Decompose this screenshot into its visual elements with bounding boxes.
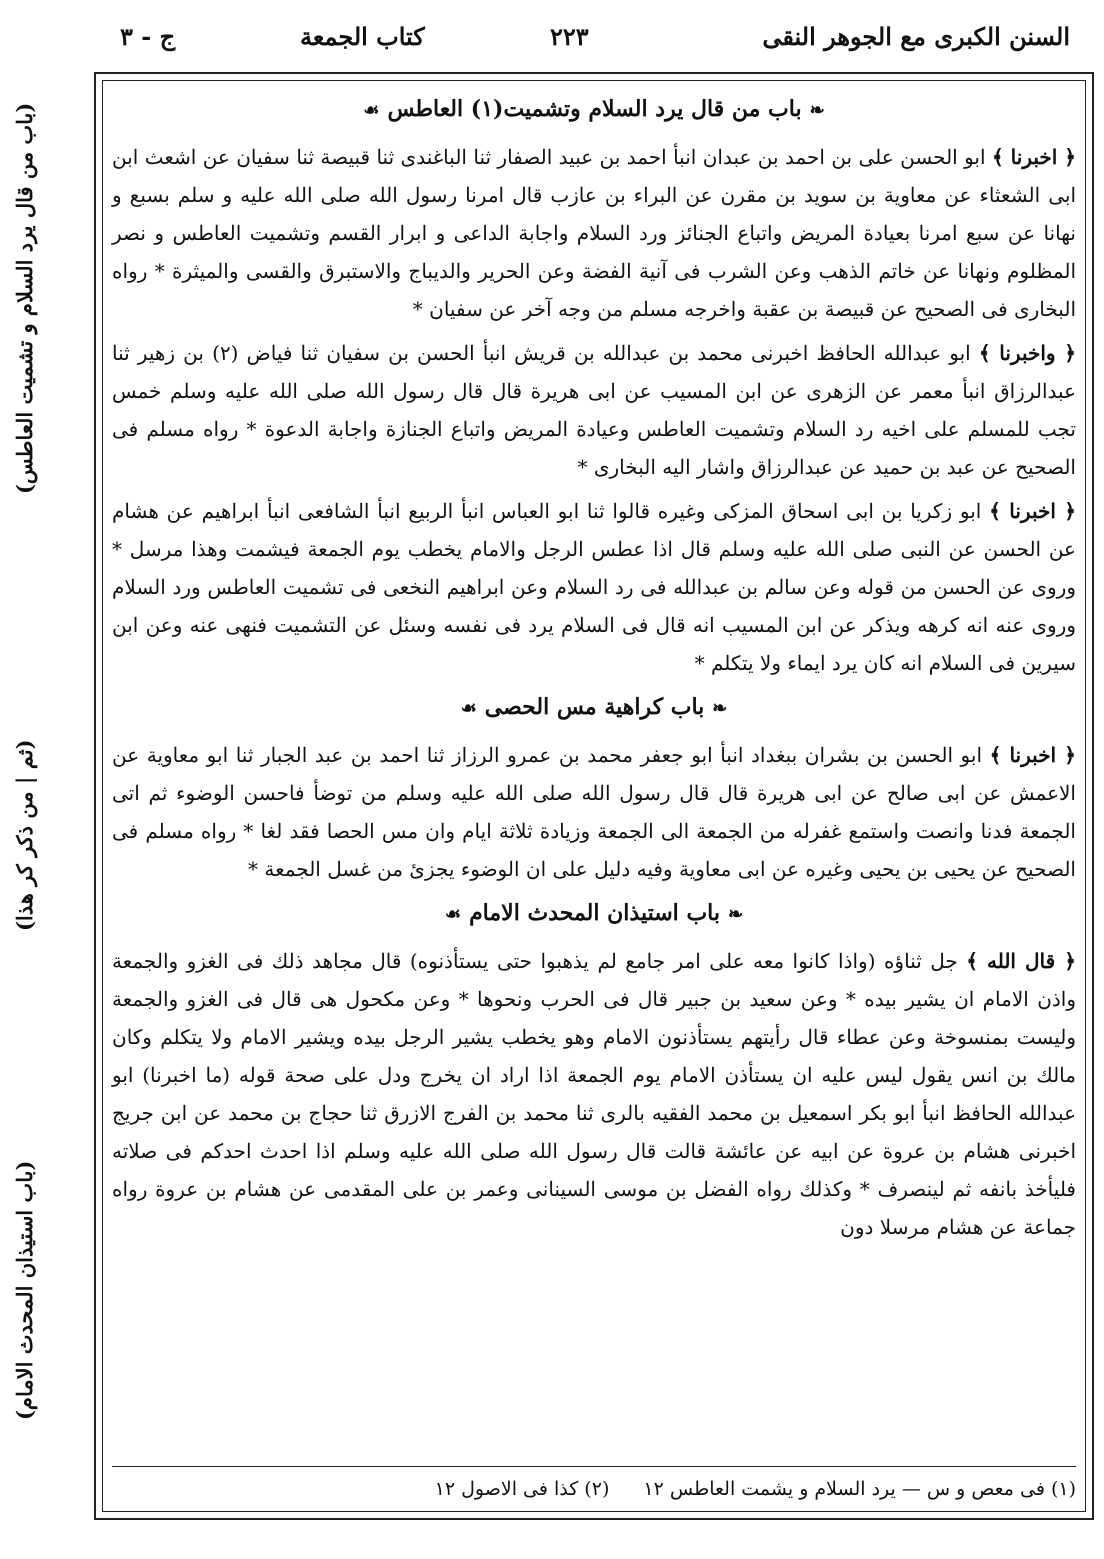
paragraph [112,736,1076,888]
section-title [112,688,1076,728]
paragraph-text: جل ثناؤه (واذا كانوا معه على امر جامع لم يذهبوا حتى يستأذنوه) قال مجاهد ذلك فى الغزو والجمعة واذن الامام ان يشير بيده * وعن سعيد بن جبير قال فى الحرب ونحوها * وعن مكحول هى قال فى الغزو والجمعة وليست بمنسوخة وعن عطاء قال رأيتهم يستأذنون الامام وهو يخطب يشير الرجل بيده ويشير الامام ولا يتكلم وكان مالك بن انس يقول ليس عليه ان يستأذن الامام يوم الجمعة اذا اراد ان يخرج ودل على صحة قوله (ما اخبرنا) ابو عبدالله الحافظ انبأ ابو بكر اسمعيل بن محمد الفقيه بالرى ثنا محمد بن الفرج الازرق ثنا حجاج بن محمد عن ابن جريج اخبرنى هشام بن عروة عن ابيه عن عائشة قالت قال رسول الله صلى الله عليه وسلم اذا احدث احدكم فى صلاته فليأخذ بانفه ثم لينصرف * وكذلك رواه الفضل بن موسى السينانى وعمر بن على المقدمى عن هشام بن عروة رواه جماعة عن هشام مرسلا دون [112,949,1076,1239]
paragraph-lead: ﴿ اخبرنا ﴾ [989,743,1076,767]
side-note: (باب من قال يرد السلام و تشميت العاطس) [12,102,37,494]
section-title-text: باب كراهية مس الحصى [484,694,705,720]
paragraph-text: ابو زكريا بن ابى اسحاق المزكى وغيره قالوا ثنا ابو العباس انبأ الربيع انبأ الشافعى انبأ ابراهيم عن هشام عن الحسن عن النبى صلى الله عليه وسلم قال اذا عطس الرجل والامام يخطب يوم الجمعة فيشمت وهذا مرسل * وروى عن الحسن من قوله وعن سالم بن عبدالله فى رد السلام وعن ابراهيم النخعى فى تشميت العاطس ورد السلام وروى عنه انه كرهه ويذكر عن ابن المسيب انه قال فى السلام يرد فى نفسه وسئل عن التشميت فنهى عنه وعن ابن سيرين فى السلام انه كان يرد ايماء ولا يتكلم * [112,499,1076,675]
section-title-text: باب استيذان المحدث الامام [469,900,720,926]
ornament-icon: ❧ [727,904,744,925]
page-number: ٢٢٣ [550,22,589,51]
paragraph-lead: ﴿ قال الله ﴾ [966,949,1076,973]
footnote-divider [112,1466,1076,1467]
ornament-icon: ❧ [809,100,825,121]
ornament-icon: ❧ [712,698,728,719]
page-header [120,14,1070,70]
footnotes [112,1474,1076,1504]
paragraph [112,942,1076,1246]
footnote: (١) فى معص و س — يرد السلام و يشمت العاطس ١٢ [643,1478,1076,1500]
section-title [112,90,1076,130]
book-title: السنن الكبرى مع الجوهر النقى [762,22,1070,51]
ornament-icon: ☙ [444,904,462,925]
main-text [112,86,1076,1446]
paragraph-lead: ﴿ اخبرنا ﴾ [991,145,1077,169]
side-note: (ثم | من ذكر كر هذا) [12,739,37,931]
section-title [112,894,1076,934]
paragraph [112,138,1076,328]
side-note: (باب استيذان المحدث الامام) [12,1160,37,1420]
ornament-icon: ☙ [363,100,380,121]
volume-number: ج - ٣ [120,22,176,51]
chapter-title-header: كتاب الجمعة [300,22,425,51]
paragraph-text: ابو الحسن على بن احمد بن عبدان انبأ احمد بن عبيد الصفار ثنا الباغندى ثنا قبيصة ثنا سفيان عن اشعث ابن ابى الشعثاء عن معاوية بن سويد بن مقرن عن البراء بن عازب قال امرنا رسول الله صلى الله عليه و سلم بسبع و نهانا عن سبع امرنا بعيادة المريض واتباع الجنائز ورد السلام واجابة الداعى و ابرار القسم وتشميت العاطس و نصر المظلوم ونهانا عن خاتم الذهب وعن الشرب فى آنية الفضة وعن الحرير والديباج والاستبرق والقسى والميثرة * رواه البخارى فى الصحيح عن قبيصة بن عقبة واخرجه مسلم من وجه آخر عن سفيان * [112,145,1076,321]
ornament-icon: ☙ [460,698,477,719]
paragraph [112,492,1076,682]
paragraph-lead: ﴿ واخبرنا ﴾ [978,341,1076,365]
paragraph [112,334,1076,486]
paragraph-text: ابو الحسن بن بشران ببغداد انبأ ابو جعفر محمد بن عمرو الرزاز ثنا احمد بن عبد الجبار ثنا ابو معاوية عن الاعمش عن ابى صالح عن ابى هريرة قال قال رسول الله صلى الله عليه وسلم من توضأ فاحسن الوضوء ثم اتى الجمعة فدنا وانصت واستمع غفرله من الجمعة الى الجمعة وزيادة ثلاثة ايام وان مس الحصا فقد لغا * رواه مسلم فى الصحيح عن يحيى بن يحيى وغيره عن ابى معاوية وفيه دليل على ان الوضوء يجزئ من غسل الجمعة * [112,743,1076,881]
paragraph-lead: ﴿ اخبرنا ﴾ [989,499,1077,523]
section-title-text: باب من قال يرد السلام وتشميت(١) العاطس [387,96,802,122]
footnote: (٢) كذا فى الاصول ١٢ [434,1478,610,1500]
paragraph-text: ابو عبدالله الحافظ اخبرنى محمد بن عبدالله بن قريش انبأ الحسن بن سفيان ثنا فياض (٢) بن زهير ثنا عبدالرزاق انبأ معمر عن الزهرى عن ابن المسيب عن ابى هريرة قال قال رسول الله صلى الله عليه وسلم خمس تجب للمسلم على اخيه رد السلام وتشميت العاطس وعيادة المريض واتباع الجنازة واجابة الدعوة * رواه مسلم فى الصحيح عن عبد بن حميد عن عبدالرزاق واشار اليه البخارى * [112,341,1076,479]
